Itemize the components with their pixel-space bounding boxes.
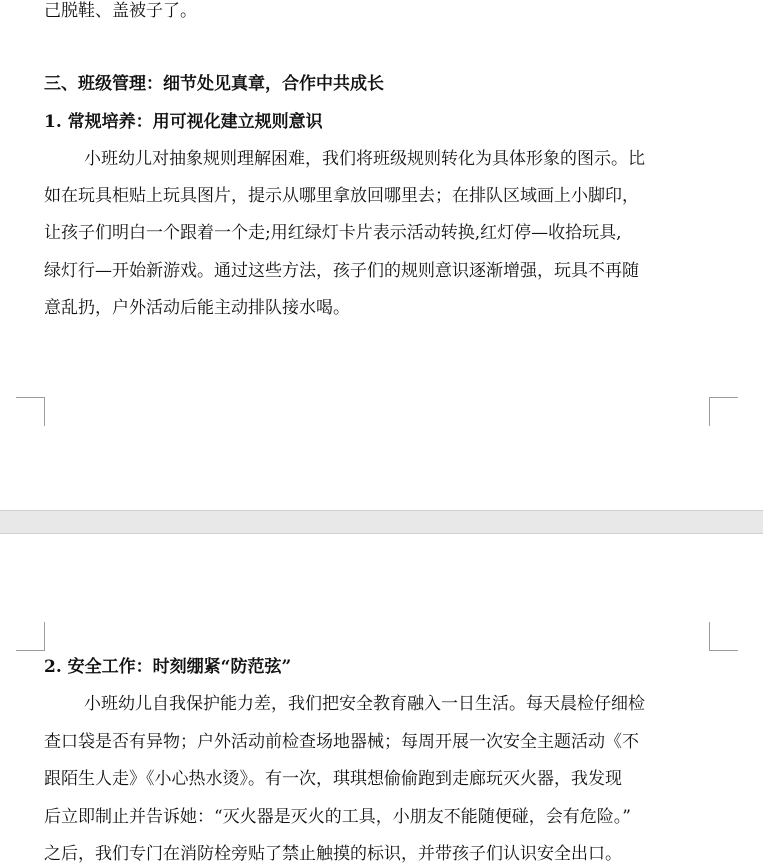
paragraph-2-line-4: 后立即制止并告诉她：“灭火器是灭火的工具，小朋友不能随便碰，会有危险。” [44, 807, 631, 827]
paragraph-1-line-2: 如在玩具柜贴上玩具图片，提示从哪里拿放回哪里去；在排队区域画上小脚印， [44, 186, 639, 206]
paragraph-2-line-3: 跟陌生人走》《小心热水烫》。有一次，琪琪想偷偷跑到走廊玩灭火器，我发现 [44, 769, 622, 789]
margin-corner-mark [709, 622, 738, 651]
paragraph-2-line-1: 小班幼儿自我保护能力差，我们把安全教育融入一日生活。每天晨检仔细检 [84, 694, 645, 714]
paragraph-1-line-4: 绿灯行—开始新游戏。通过这些方法，孩子们的规则意识逐渐增强，玩具不再随 [44, 261, 639, 281]
margin-corner-mark [709, 397, 738, 426]
subheading-safety-work: 2. 安全工作：时刻绷紧“防范弦” [44, 657, 292, 677]
subheading-routine-training: 1. 常规培养：用可视化建立规则意识 [44, 112, 323, 132]
paragraph-1-line-1: 小班幼儿对抽象规则理解困难，我们将班级规则转化为具体形象的图示。比 [84, 149, 645, 169]
section-heading: 三、班级管理：细节处见真章，合作中共成长 [44, 74, 384, 94]
paragraph-1-line-3: 让孩子们明白一个跟着一个走;用红绿灯卡片表示活动转换,红灯停—收拾玩具, [44, 223, 622, 243]
paragraph-2-line-5: 之后，我们专门在消防栓旁贴了禁止触摸的标识，并带孩子们认识安全出口。 [44, 844, 622, 864]
page-break-gap [0, 510, 763, 534]
paragraph-2-line-2: 查口袋是否有异物；户外活动前检查场地器械；每周开展一次安全主题活动《不 [44, 732, 639, 752]
carryover-text-line: 己脱鞋、盖被子了。 [44, 1, 197, 21]
document-page-lower [0, 534, 763, 865]
margin-corner-mark [16, 622, 45, 651]
paragraph-1-line-5: 意乱扔，户外活动后能主动排队接水喝。 [44, 298, 350, 318]
margin-corner-mark [16, 397, 45, 426]
